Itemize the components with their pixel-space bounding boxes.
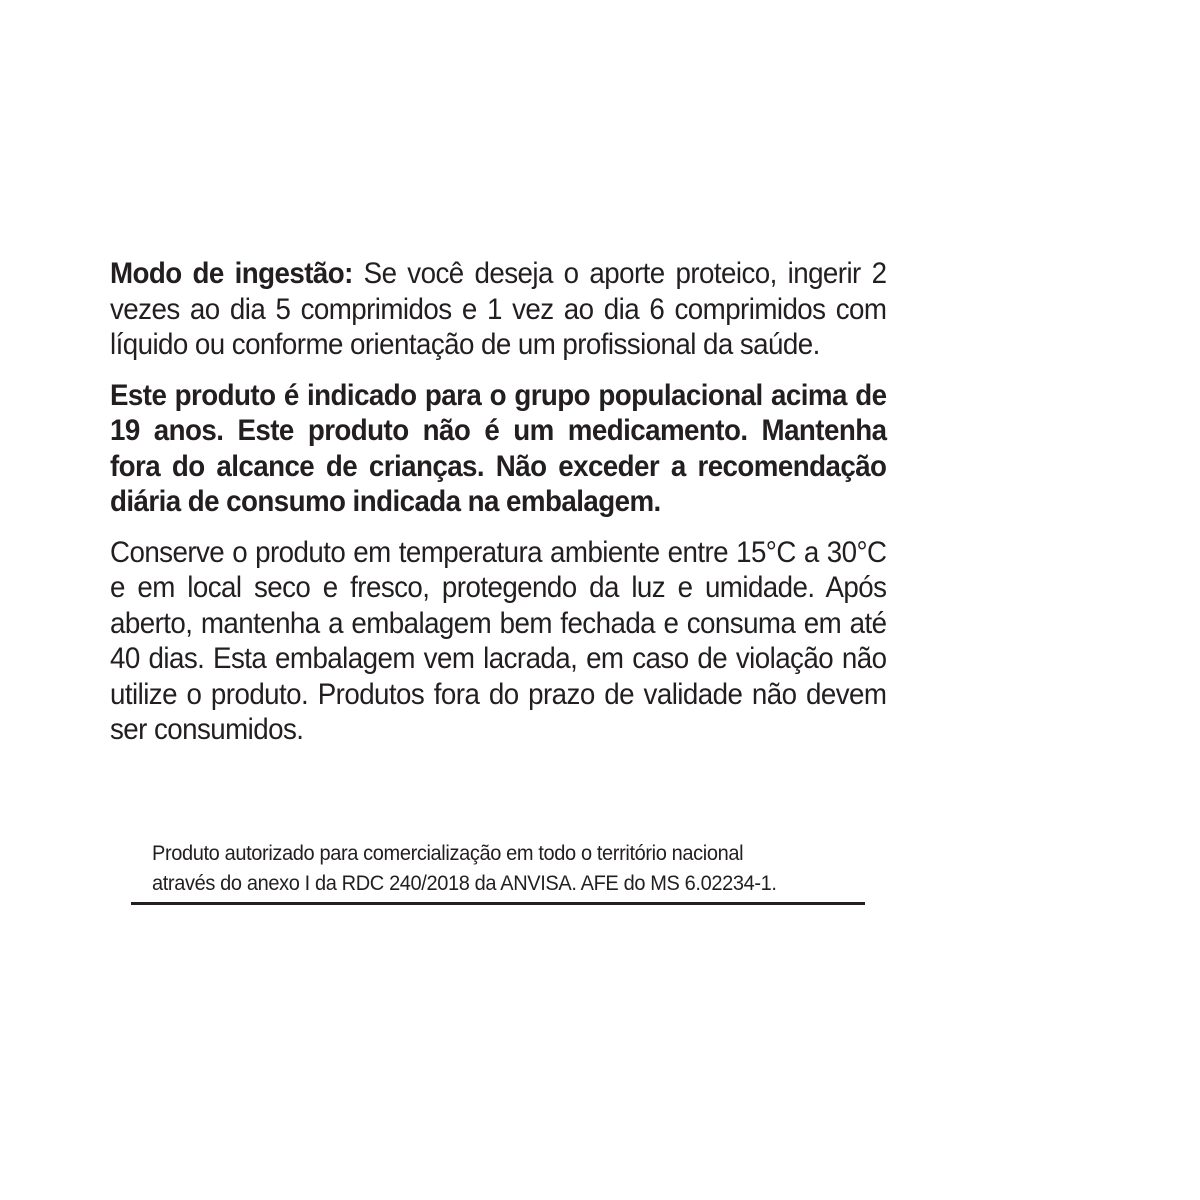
ingestion-paragraph bbox=[110, 256, 886, 363]
authorization-line-1: Produto autorizado para comercialização em todo o território nacional bbox=[152, 841, 744, 865]
authorization-line-2: através do anexo I da RDC 240/2018 da ANVISA. AFE do MS 6.02234-1. bbox=[152, 871, 777, 895]
ingestion-text: Se você deseja o aporte proteico, ingerir 2 vezes ao dia 5 comprimidos e 1 vez ao dia 6 comprimidos com líquido ou conforme orientação de um profissional da saúde. bbox=[110, 257, 887, 361]
label-text-block bbox=[110, 256, 886, 748]
authorization-note bbox=[152, 838, 822, 898]
storage-paragraph: Conserve o produto em temperatura ambiente entre 15°C a 30°C e em local seco e fresco, protegendo da luz e umidade. Após aberto, mantenha a embalagem bem fechada e consuma em até 40 dias. Esta embalagem vem lacrada, em caso de violação não utilize o produto. Produtos fora do prazo de validade não devem ser consumidos. bbox=[110, 535, 887, 746]
ingestion-label: Modo de ingestão: bbox=[110, 257, 353, 290]
bottom-divider bbox=[131, 902, 865, 905]
warning-paragraph: Este produto é indicado para o grupo populacional acima de 19 anos. Este produto não é um medicamento. Mantenha fora do alcance de crianças. Não exceder a recomendação diária de consumo indicada na embalagem. bbox=[110, 378, 887, 518]
